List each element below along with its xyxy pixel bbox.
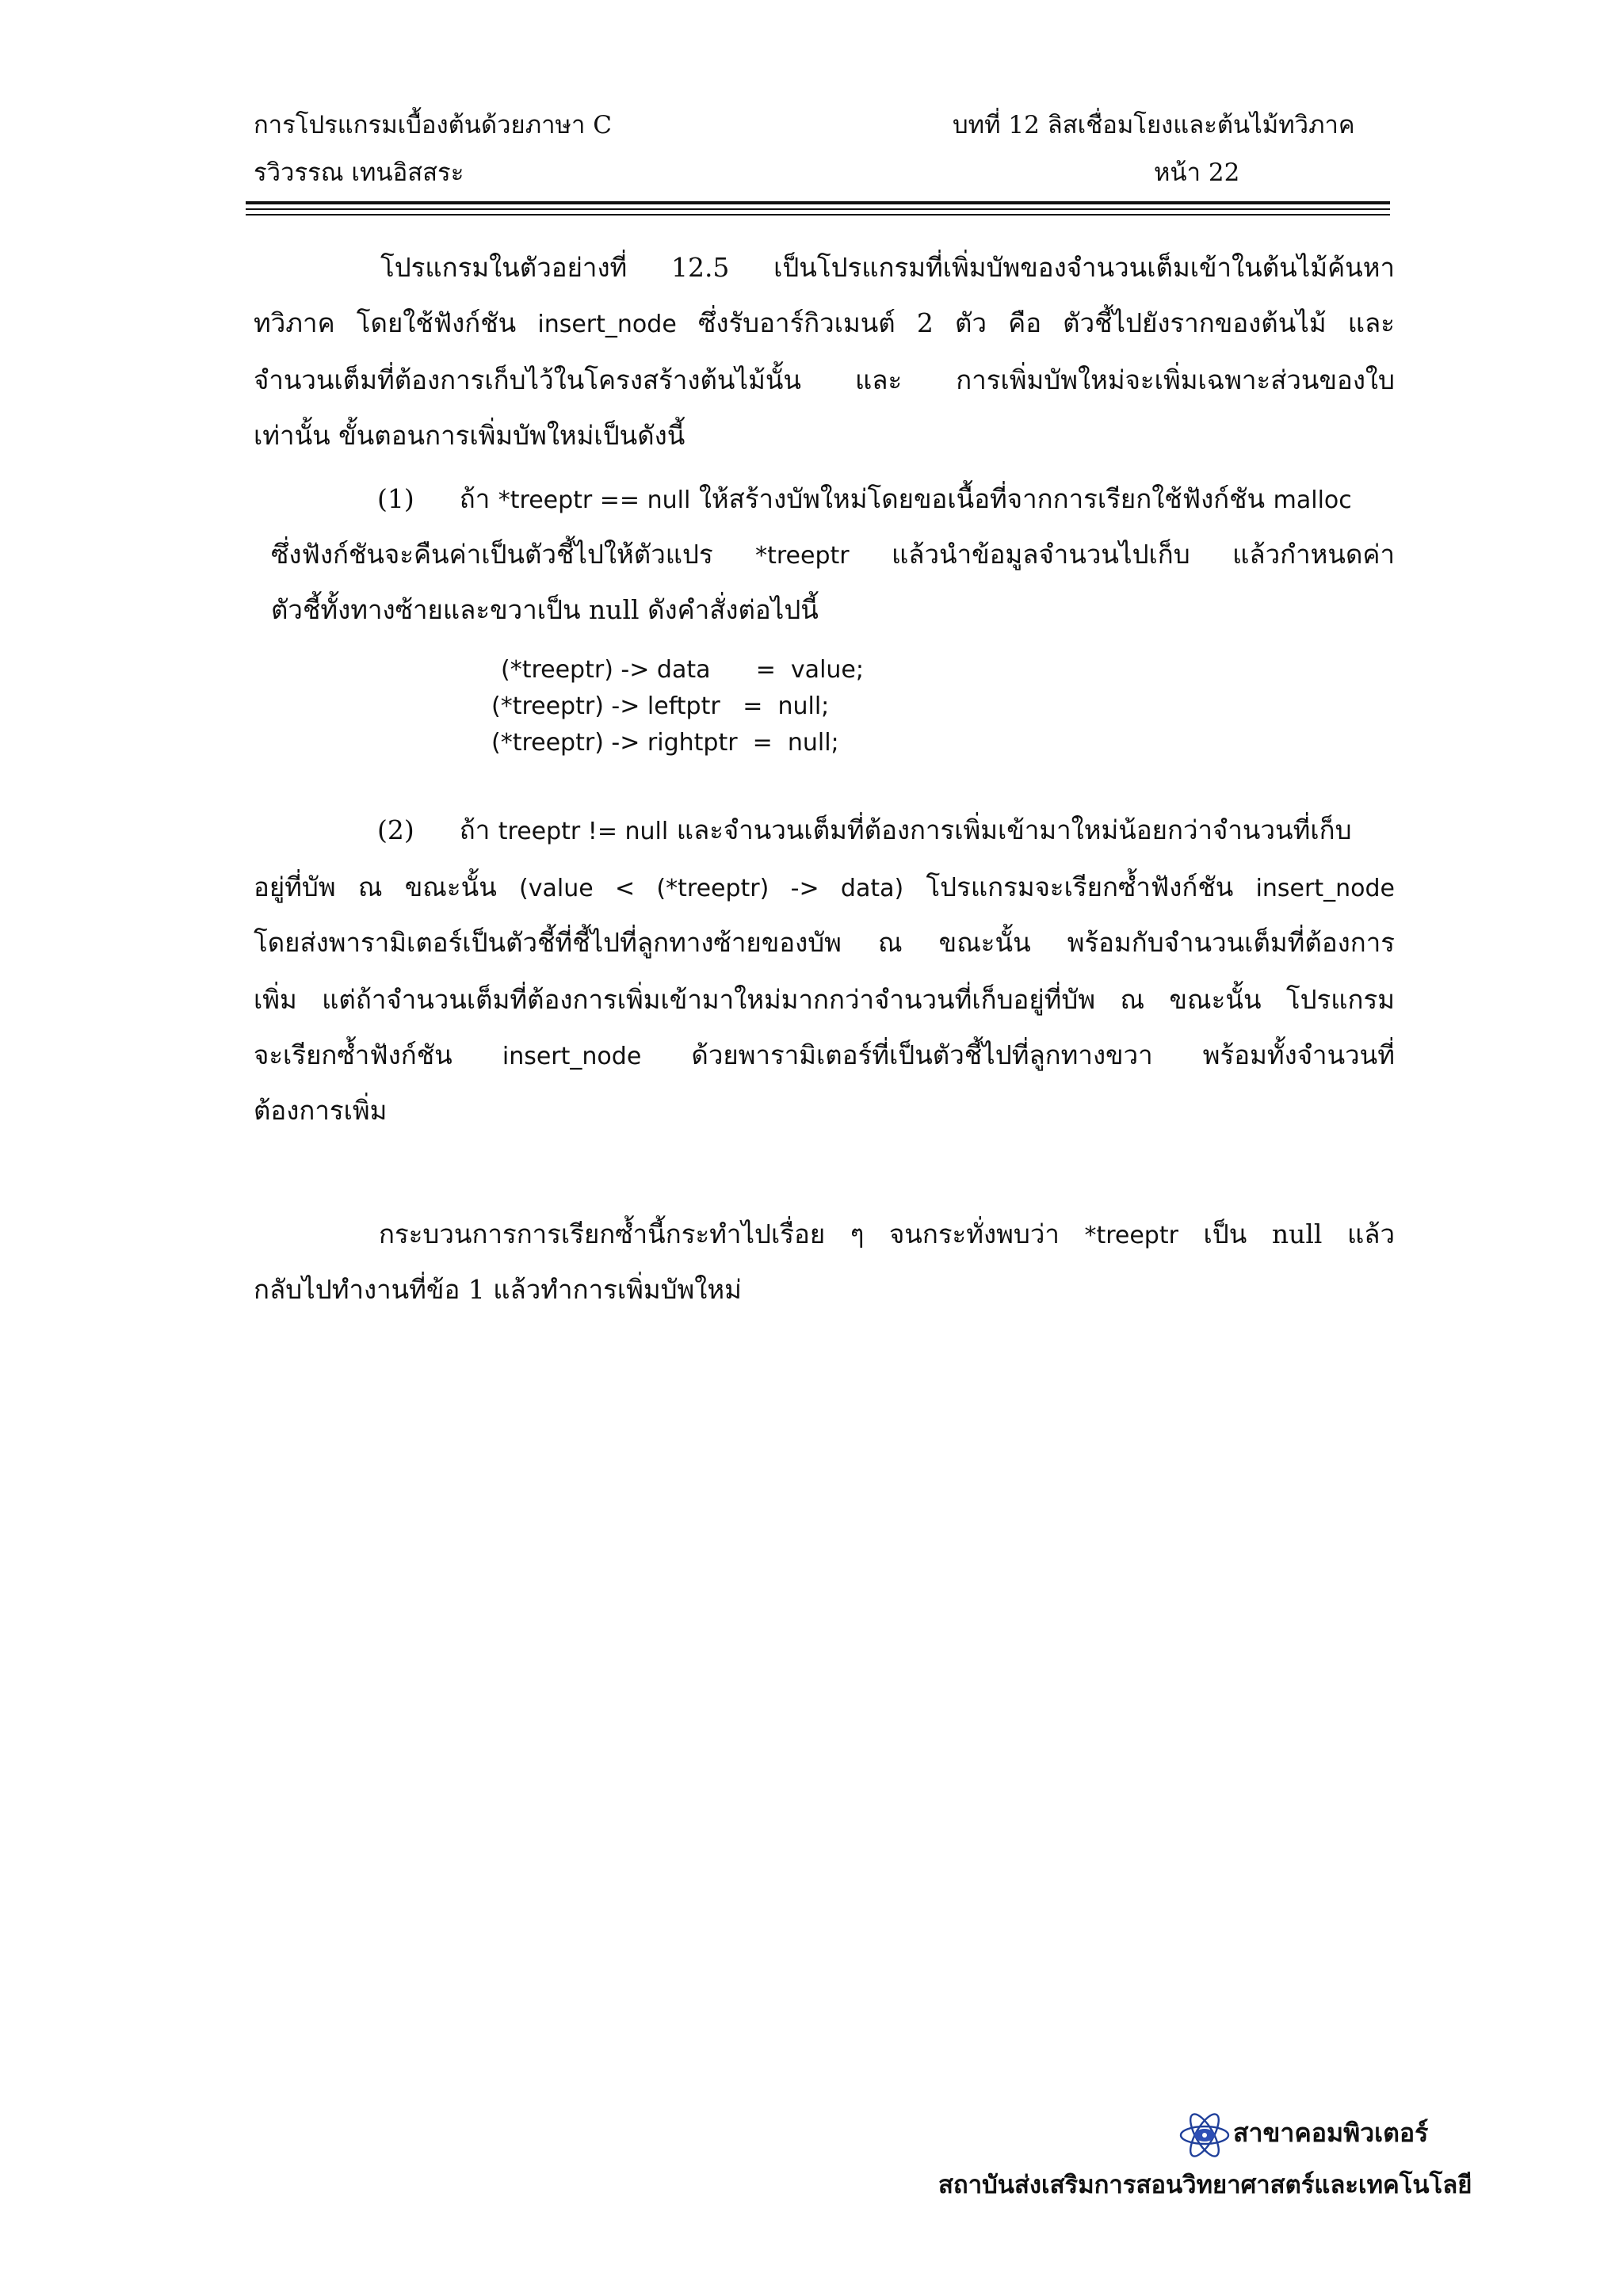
code-insert-node: insert_node [1255,875,1395,902]
code-inline: *treeptr [1084,1222,1178,1249]
code-inline: (value < (*treeptr) -> data) [519,875,904,902]
code-line: (*treeptr) -> rightptr = null; [491,729,839,757]
text-line: เพิ่ม แต่ถ้าจำนวนเต็มที่ต้องการเพิ่มเข้ามาใหม่มากกว่าจำนวนที่เก็บอยู่ที่บัพ ณ ขณะนั้น โปรแกรม [254,984,1395,1015]
code-line: (*treeptr) -> leftptr = null; [491,692,830,720]
text-line: กระบวนการการเรียกซ้ำนี้กระทำไปเรื่อย ๆ จนกระทั่งพบว่า *treeptr เป็น null แล้ว [379,1219,1395,1249]
code-insert-node: insert_node [537,311,677,338]
header-page-number: หน้า 22 [1154,158,1240,187]
header-rule [246,201,1390,204]
text-line: กลับไปทำงานที่ข้อ 1 แล้วทำการเพิ่มบัพใหม่ [254,1274,742,1305]
text-line: ตัวชี้ทั้งทางซ้ายและขวาเป็น null ดังคำสั่งต่อไปนี้ [271,594,819,625]
code-inline: malloc [1273,486,1352,514]
code-line: (*treeptr) -> data = value; [501,656,864,684]
header-book-title: การโปรแกรมเบื้องต้นด้วยภาษา C [254,111,612,139]
text-line: เท่านั้น ขั้นตอนการเพิ่มบัพใหม่เป็นดังนี้ [254,420,685,451]
code-inline: treeptr != null [498,818,669,845]
text-line: โดยส่งพารามิเตอร์เป็นตัวชี้ที่ชี้ไปที่ลูกทางซ้ายของบัพ ณ ขณะนั้น พร้อมกับจำนวนเต็มที่ต้องการ [254,927,1395,958]
header-rule [246,214,1390,215]
footer-institute: สถาบันส่งเสริมการสอนวิทยาศาสตร์และเทคโนโลยี [938,2171,1472,2199]
step-number: (2) [377,814,414,845]
text-line: (2) ถ้า treeptr != null และจำนวนเต็มที่ต้องการเพิ่มเข้ามาใหม่น้อยกว่าจำนวนที่เก็บ [377,814,1352,845]
header-author: รวิวรรณ เทนอิสสระ [254,158,464,187]
text-line: จะเรียกซ้ำฟังก์ชัน insert_node ด้วยพารามิเตอร์ที่เป็นตัวชี้ไปที่ลูกทางขวา พร้อมทั้งจำนวนที่ [254,1039,1395,1070]
text-line: ซึ่งฟังก์ชันจะคืนค่าเป็นตัวชี้ไปให้ตัวแปร *treeptr แล้วนำข้อมูลจำนวนไปเก็บ แล้วกำหนดค่า [271,539,1395,570]
code-inline: *treeptr == null [498,486,691,514]
text-line: ต้องการเพิ่ม [254,1095,388,1126]
text-line: ทวิภาค โดยใช้ฟังก์ชัน insert_node ซึ่งรับอาร์กิวเมนต์ 2 ตัว คือ ตัวชี้ไปยังรากของต้นไม้ และ [254,307,1395,338]
text-line: โปรแกรมในตัวอย่างที่ 12.5 เป็นโปรแกรมที่เพิ่มบัพของจำนวนเต็มเข้าในต้นไม้ค้นหา [380,252,1395,283]
text-line: จำนวนเต็มที่ต้องการเก็บไว้ในโครงสร้างต้นไม้นั้น และ การเพิ่มบัพใหม่จะเพิ่มเฉพาะส่วนของใบ [254,364,1395,395]
code-inline: *treeptr [755,542,850,570]
atom-logo-icon [1178,2109,1231,2161]
code-insert-node: insert_node [502,1043,642,1070]
step-number: (1) [377,483,414,514]
text-line: อยู่ที่บัพ ณ ขณะนั้น (value < (*treeptr) -> data) โปรแกรมจะเรียกซ้ำฟังก์ชัน insert_node [254,871,1395,902]
header-chapter: บทที่ 12 ลิสเชื่อมโยงและต้นไม้ทวิภาค [953,111,1355,139]
header-rule [246,208,1390,210]
text-line: (1) ถ้า *treeptr == null ให้สร้างบัพใหม่โดยขอเนื้อที่จากการเรียกใช้ฟังก์ชัน malloc [377,483,1352,514]
footer-department: สาขาคอมพิวเตอร์ [1233,2118,1429,2148]
